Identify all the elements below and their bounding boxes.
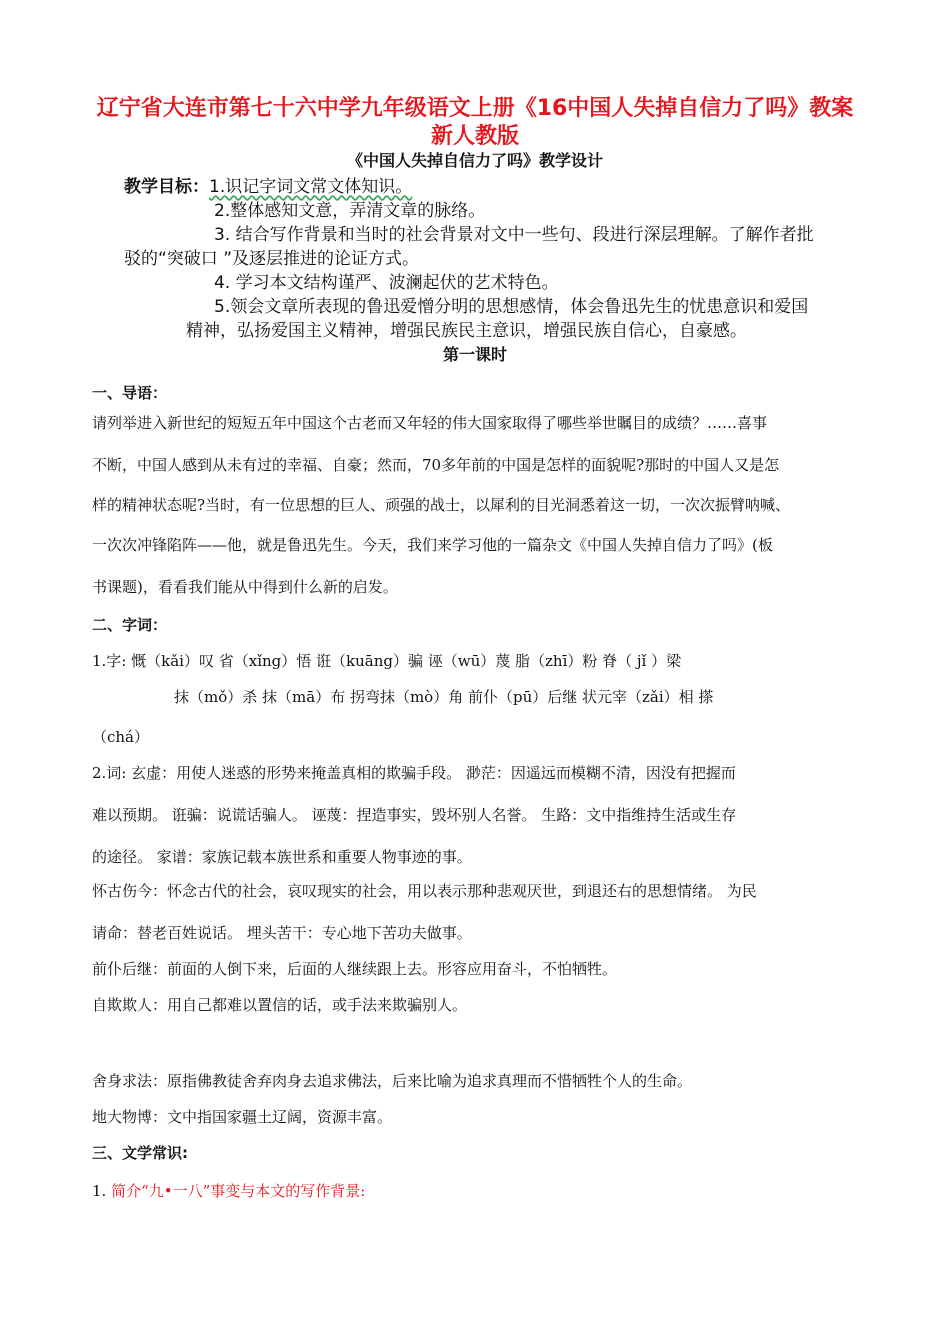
vocab-line-9: 地大物博：文中指国家疆土辽阔，资源丰富。	[92, 1108, 393, 1126]
objectives-label: 教学目标：	[124, 177, 209, 197]
objective-3: 3. 结合写作背景和当时的社会背景对文中一些句、段进行深层理解。了解作者批	[214, 225, 814, 245]
vocab-line-3: 的途径。 家谱：家族记载本族世系和重要人物事迹的事。	[92, 848, 472, 866]
intro-line-5: 书课题)，看看我们能从中得到什么新的启发。	[92, 578, 398, 596]
objective-2: 2.整体感知文意，弄清文章的脉络。	[214, 201, 486, 221]
vocab-line-1: 2.词: 玄虚：用使人迷惑的形势来掩盖真相的欺骗手段。 渺茫：因遥远而模糊不清，因没有把握而	[92, 764, 736, 782]
chars-line-2: 抹（mǒ）杀 抹（mā）布 拐弯抹（mò）角 前仆（pū）后继 状元宰（zǎi）相 搽	[174, 688, 714, 706]
section-3-heading: 三、文学常识:	[92, 1144, 188, 1162]
objective-5-cont: 精神，弘扬爱国主义精神，增强民族民主意识，增强民族自信心，自豪感。	[186, 321, 747, 341]
vocab-line-7: 自欺欺人：用自己都难以置信的话，或手法来欺骗别人。	[92, 996, 468, 1014]
intro-line-3: 样的精神状态呢?当时，有一位思想的巨人、顽强的战士，以犀利的目光洞悉着这一切，一次次振臂呐喊、	[92, 496, 791, 514]
chars-line-3: （chá）	[92, 728, 150, 746]
intro-line-1: 请列举进入新世纪的短短五年中国这个古老而又年轻的伟大国家取得了哪些举世瞩目的成绩？……喜事	[92, 414, 768, 432]
vocab-line-6: 前仆后继：前面的人倒下来，后面的人继续跟上去。形容应用奋斗，不怕牺牲。	[92, 960, 618, 978]
vocab-line-8: 舍身求法：原指佛教徒舍弃肉身去追求佛法，后来比喻为追求真理而不惜牺牲个人的生命。	[92, 1072, 693, 1090]
lit-item-1	[92, 1180, 365, 1201]
objective-1: 1.识记字词文常文体知识。	[209, 177, 413, 197]
intro-line-2: 不断，中国人感到从未有过的幸福、自豪；然而，70多年前的中国是怎样的面貌呢?那时的中国人又是怎	[92, 456, 780, 474]
lesson-title: 第一课时	[442, 345, 507, 364]
vocab-line-5: 请命：替老百姓说话。 埋头苦干：专心地下苦功夫做事。	[92, 924, 472, 942]
section-1-heading: 一、导语：	[92, 384, 168, 402]
objective-3-cont: 驳的“突破口 ”及逐层推进的论证方式。	[124, 249, 420, 269]
vocab-line-4: 怀古伤今：怀念古代的社会，哀叹现实的社会，用以表示那种悲观厌世，到退还右的思想情绪。 为民	[92, 882, 757, 900]
document-title-line-2: 新人教版	[430, 124, 519, 149]
lit-item-text: 简介“九•一八”事变与本文的写作背景:	[111, 1182, 366, 1200]
vocab-line-2: 难以预期。 诳骗：说谎话骗人。 诬蔑：捏造事实，毁坏别人名誉。 生路：文中指维持生活或生存	[92, 806, 737, 824]
objectives-line-1	[124, 172, 412, 197]
objective-5: 5.领会文章所表现的鲁迅爱憎分明的思想感情，体会鲁迅先生的忧患意识和爱国	[214, 297, 809, 317]
document-title-line-1: 辽宁省大连市第七十六中学九年级语文上册《16中国人失掉自信力了吗》教案	[96, 96, 854, 121]
section-2-heading: 二、字词：	[92, 616, 168, 634]
chars-line-1: 1.字: 慨（kǎi）叹 省（xǐng）悟 诳（kuāng）骗 诬（wū）蔑 脂（zhī）粉 脊（ jǐ ）梁	[92, 652, 682, 670]
intro-line-4: 一次次冲锋陷阵——他，就是鲁迅先生。今天，我们来学习他的一篇杂文《中国人失掉自信力了吗》(板	[92, 536, 773, 554]
objective-4: 4. 学习本文结构谨严、波澜起伏的艺术特色。	[214, 273, 559, 293]
document-subtitle: 《中国人失掉自信力了吗》教学设计	[346, 151, 603, 170]
lit-item-number: 1.	[92, 1182, 107, 1200]
